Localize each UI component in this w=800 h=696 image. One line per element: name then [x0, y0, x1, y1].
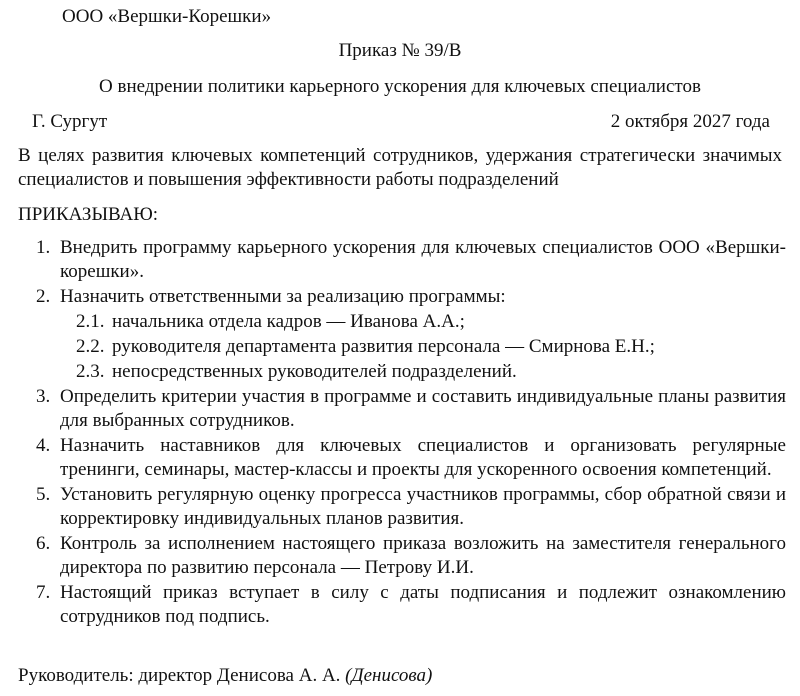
subitem-number: 2.1.	[76, 311, 105, 332]
place-date-row	[32, 109, 770, 135]
signature-handwritten-name: (Денисова)	[345, 665, 433, 686]
organization-name: ООО «Вершки-Корешки»	[62, 6, 272, 27]
item-number: 1.	[36, 237, 51, 258]
item-number: 4.	[36, 435, 51, 456]
order-item	[0, 483, 800, 531]
signature-label: Руководитель: директор Денисова А. А.	[18, 665, 341, 686]
order-item	[0, 532, 800, 580]
city: Г. Сургут	[32, 111, 108, 132]
item-number: 7.	[36, 582, 51, 603]
subitem-number: 2.2.	[76, 336, 105, 357]
order-title: О внедрении политики карьерного ускорения для ключевых специалистов	[99, 76, 701, 97]
preamble: В целях развития ключевых компетенций сотрудников, удержания стратегически значимых специалистов и повышения эффективности работы подразделений	[18, 145, 782, 190]
order-number: Приказ № 39/В	[338, 40, 462, 61]
subitem-number: 2.3.	[76, 361, 105, 382]
subitem	[60, 334, 786, 359]
subitem	[60, 359, 786, 384]
order-item	[0, 581, 800, 629]
item-text: Контроль за исполнением настоящего приказа возложить на заместителя генерального директора по развитию персонала — Петрову И.И.	[60, 533, 786, 578]
item-number: 3.	[36, 386, 51, 407]
order-items-list	[0, 236, 800, 630]
subitems-list	[60, 309, 786, 384]
item-text: Установить регулярную оценку прогресса участников программы, сбор обратной связи и корректировку индивидуальных планов развития.	[60, 484, 786, 529]
order-item	[0, 285, 800, 384]
subitem-text: непосредственных руководителей подразделений.	[112, 361, 517, 382]
item-number: 6.	[36, 533, 51, 554]
order-item	[0, 434, 800, 482]
item-text: Назначить наставников для ключевых специалистов и организовать регулярные тренинги, семинары, мастер-классы и проекты для ускоренного освоения компетенций.	[60, 435, 786, 480]
item-text: Внедрить программу карьерного ускорения для ключевых специалистов ООО «Вершки-корешки».	[60, 237, 786, 282]
subitem-text: руководителя департамента развития персонала — Смирнова Е.Н.;	[112, 336, 655, 357]
order-item	[0, 385, 800, 433]
order-item	[0, 236, 800, 284]
item-text: Определить критерии участия в программе и составить индивидуальные планы развития для выбранных сотрудников.	[60, 386, 786, 431]
signature-line	[18, 663, 432, 689]
order-date: 2 октября 2027 года	[610, 111, 770, 132]
item-text: Настоящий приказ вступает в силу с даты подписания и подлежит ознакомлению сотрудников под подпись.	[60, 582, 786, 627]
subitem	[60, 309, 786, 334]
subitem-text: начальника отдела кадров — Иванова А.А.;	[112, 311, 465, 332]
item-text: Назначить ответственными за реализацию программы:	[60, 286, 506, 307]
item-number: 2.	[36, 286, 51, 307]
order-word: ПРИКАЗЫВАЮ:	[18, 204, 159, 225]
item-number: 5.	[36, 484, 51, 505]
